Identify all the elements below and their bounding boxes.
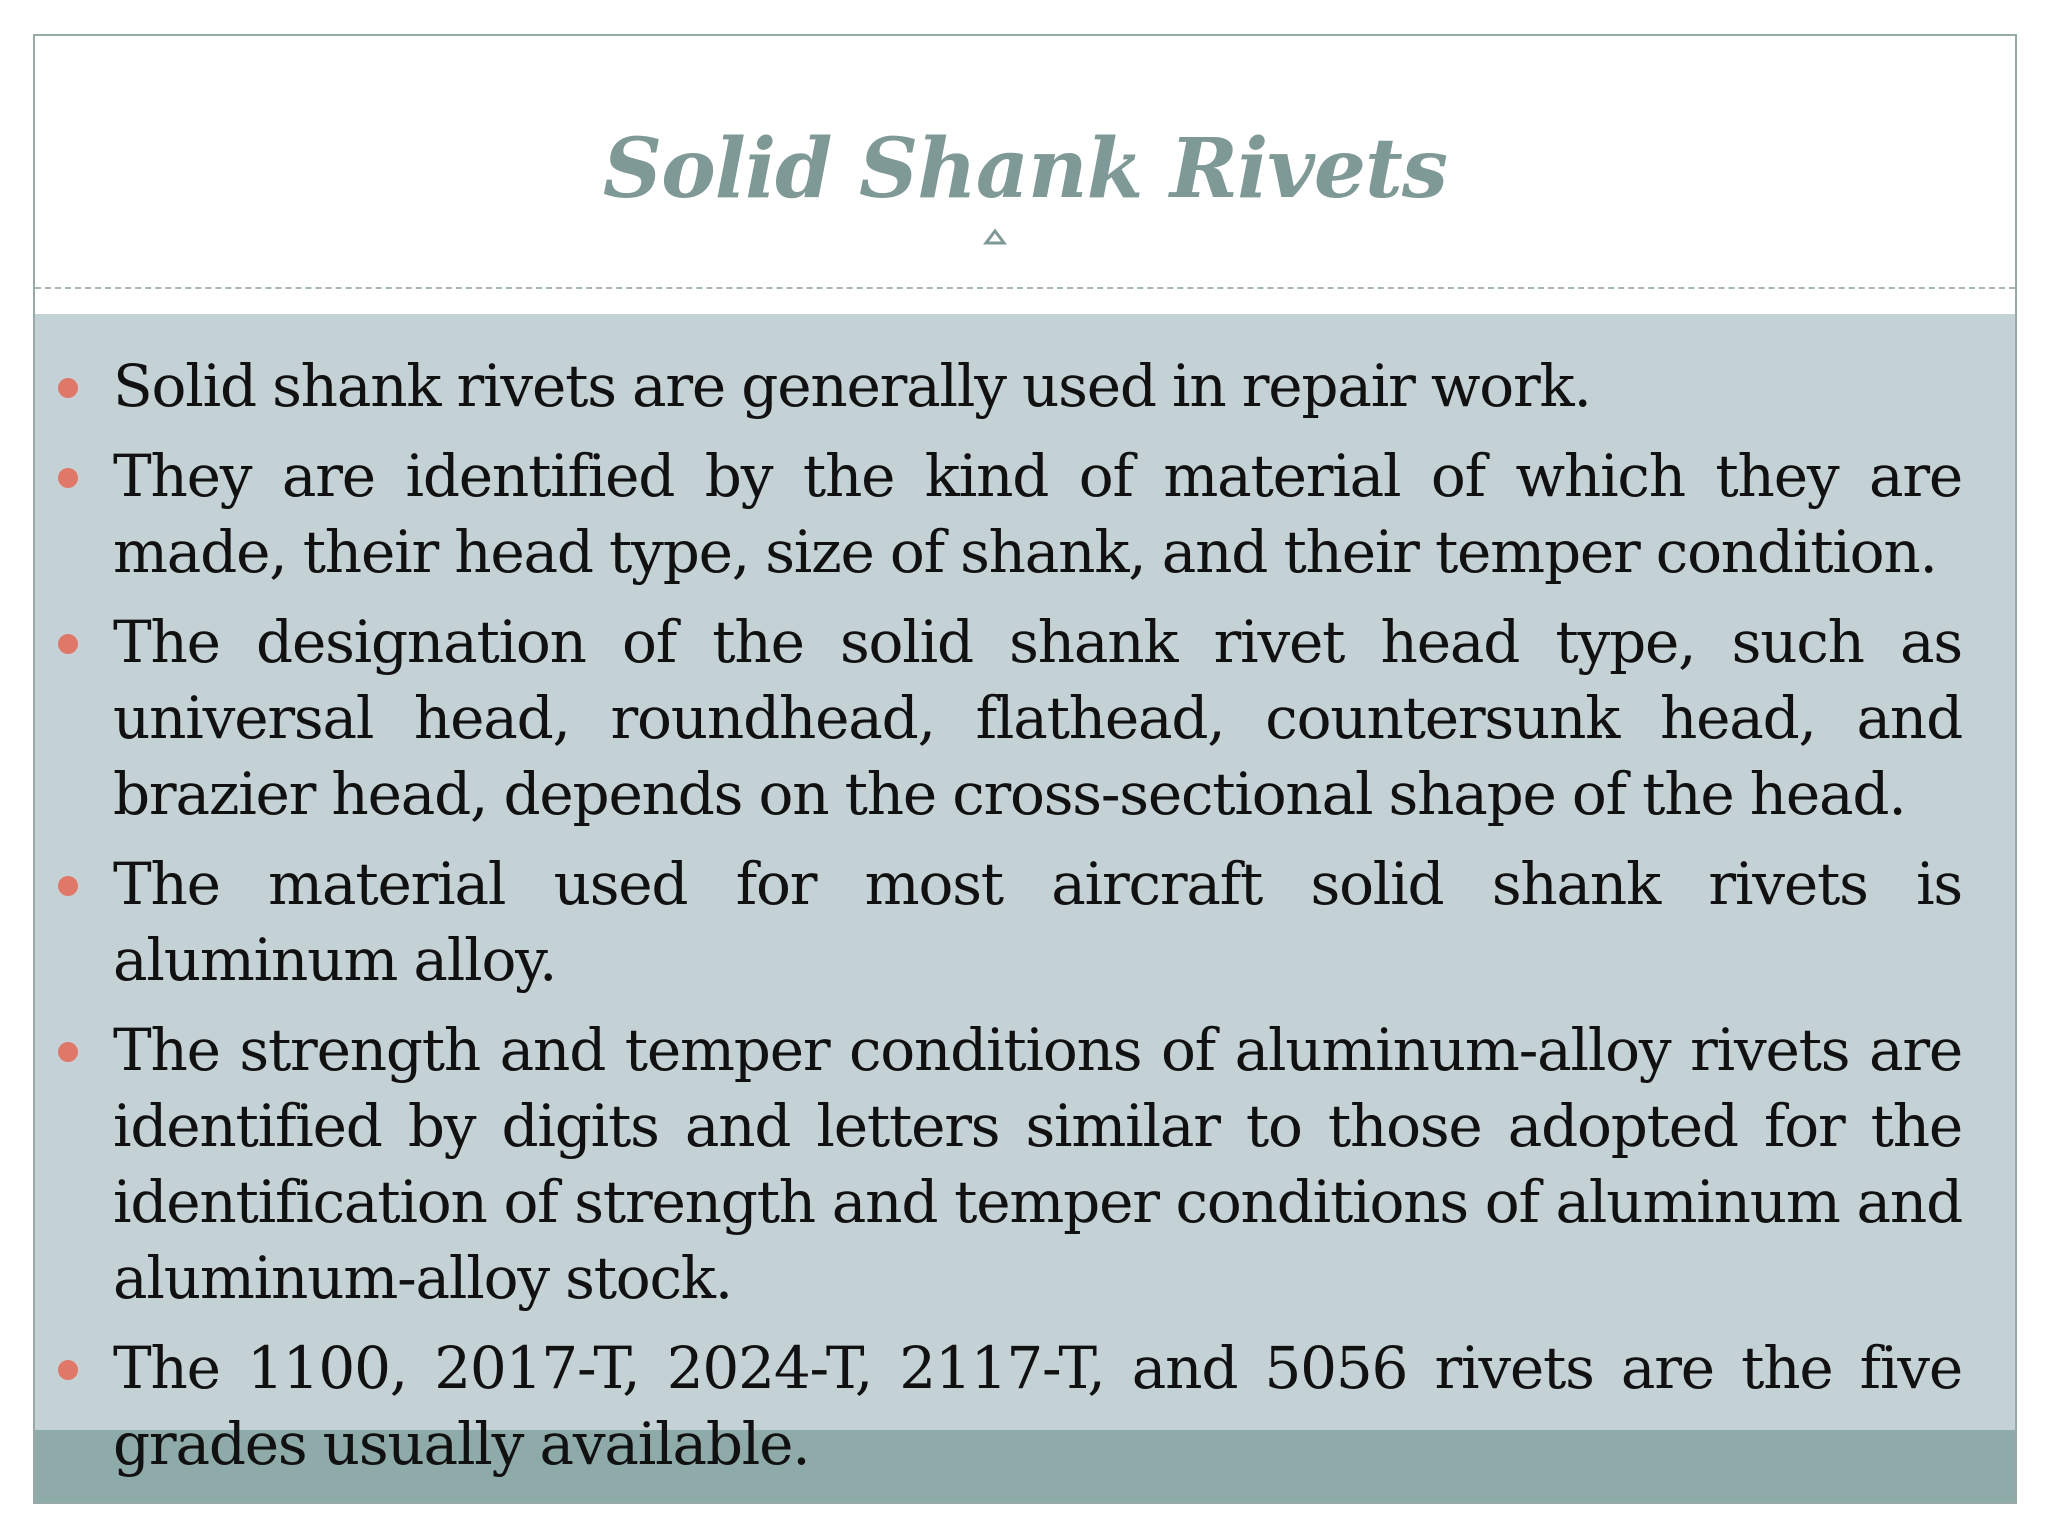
bullet-item — [113, 1012, 1962, 1316]
bullet-dot-icon — [58, 1360, 78, 1380]
bullet-dot-icon — [58, 634, 78, 654]
bullet-text: The material used for most aircraft solid shank rivets is aluminum alloy. — [113, 850, 1962, 994]
bullet-item — [113, 348, 1962, 424]
title-divider — [35, 287, 2015, 289]
bullet-dot-icon — [58, 1042, 78, 1062]
bullet-text: The 1100, 2017-T, 2024-T, 2117-T, and 5056 rivets are the five grades usually available. — [113, 1334, 1962, 1478]
bullet-dot-icon — [58, 468, 78, 488]
bullet-list — [113, 348, 1962, 1496]
bullet-text: The designation of the solid shank rivet head type, such as universal head, roundhead, flathead, countersunk head, and brazier head, depends on the cross-sectional shape of the head. — [113, 608, 1962, 828]
bullet-item — [113, 604, 1962, 832]
bullet-item — [113, 846, 1962, 998]
bullet-text: The strength and temper conditions of aluminum-alloy rivets are identified by digits and letters similar to those adopted for the identification of strength and temper conditions of aluminum and aluminum-alloy stock. — [113, 1016, 1962, 1312]
bullet-item — [113, 1330, 1962, 1482]
title-area — [35, 36, 2015, 286]
bullet-dot-icon — [58, 378, 78, 398]
bullet-item — [113, 438, 1962, 590]
bullet-dot-icon — [58, 876, 78, 896]
slide-title: Solid Shank Rivets — [602, 121, 1448, 217]
bullet-text: Solid shank rivets are generally used in repair work. — [113, 352, 1591, 420]
bullet-text: They are identified by the kind of material of which they are made, their head type, size of shank, and their temper condition. — [113, 442, 1962, 586]
